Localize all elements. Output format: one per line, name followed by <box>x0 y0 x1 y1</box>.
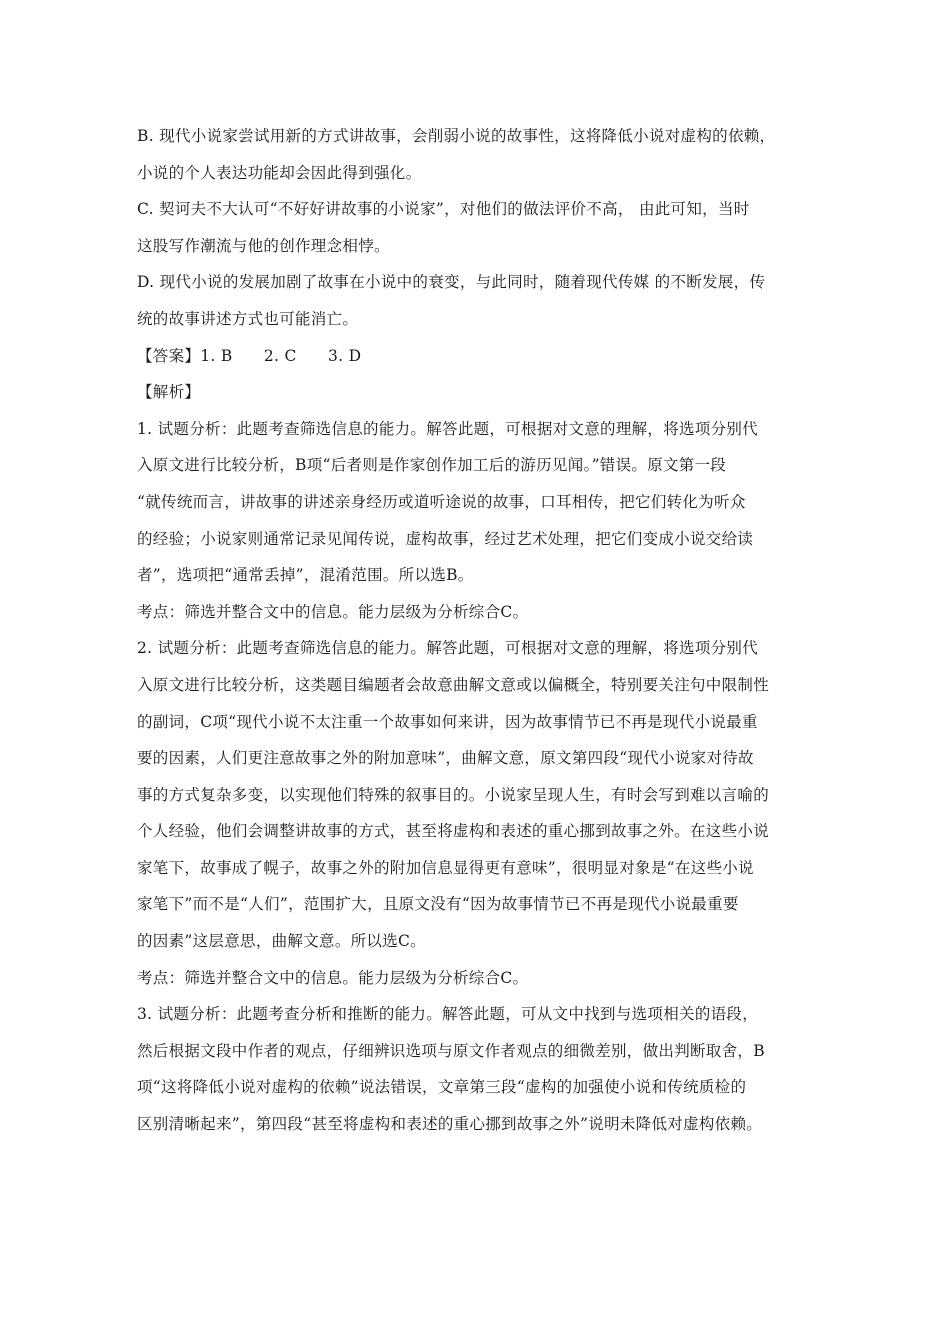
text-line: “就传统而言，讲故事的讲述亲身经历或道听途说的故事，口耳相传，把它们转化为听众 <box>137 492 746 511</box>
text-line: 1. 试题分析：此题考查筛选信息的能力。解答此题，可根据对文意的理解，将选项分别代 <box>137 419 759 438</box>
text-line: 个人经验，他们会调整讲故事的方式，甚至将虚构和表述的重心挪到故事之外。在这些小说 <box>137 822 770 841</box>
text-line: 的经验；小说家则通常记录见闻传说，虚构故事，经过艺术处理，把它们变成小说交给读 <box>137 529 754 548</box>
text-line: 的因素”这层意思，曲解文意。所以选C。 <box>137 932 426 951</box>
text-line: 统的故事讲述方式也可能消亡。 <box>137 309 359 328</box>
text-line: 区别清晰起来”，第四段“甚至将虚构和表述的重心挪到故事之外”说明未降低对虚构依赖。 <box>137 1115 763 1134</box>
text-line: D. 现代小说的发展加剧了故事在小说中的衰变，与此同时，随着现代传媒 的不断发展，传 <box>137 273 766 292</box>
text-line: 的副词，C项“现代小说不太注重一个故事如何来讲，因为故事情节已不再是现代小说最重 <box>137 712 758 731</box>
text-line: 考点：筛选并整合文中的信息。能力层级为分析综合C。 <box>137 968 529 987</box>
text-line: 入原文进行比较分析，这类题目编题者会故意曲解文意或以偏概全，特别要关注句中限制性 <box>137 675 770 694</box>
text-line: 这股写作潮流与他的创作理念相悖。 <box>137 236 390 255</box>
text-line: 小说的个人表达功能却会因此得到强化。 <box>137 163 422 182</box>
analysis-heading: 【解析】 <box>137 383 201 402</box>
text-line: 入原文进行比较分析，B项“后者则是作家创作加工后的游历见闻。”错误。原文第一段 <box>137 456 727 475</box>
text-line: 者”，选项把“通常丢掉”，混淆范围。所以选B。 <box>137 566 474 585</box>
text-line: 3. 试题分析：此题考查分析和推断的能力。解答此题，可从文中找到与选项相关的语段， <box>137 1005 759 1024</box>
text-line: 家笔下”而不是“人们”，范围扩大，且原文没有“因为故事情节已不再是现代小说最重要 <box>137 895 739 914</box>
text-line: 然后根据文段中作者的观点，仔细辨识选项与原文作者观点的细微差别，做出判断取舍，B <box>137 1041 765 1060</box>
text-line: C. 契诃夫不大认可“不好好讲故事的小说家”，对他们的做法评价不高， 由此可知，当时 <box>137 200 750 219</box>
document-body <box>137 121 827 1146</box>
text-line: 2. 试题分析：此题考查筛选信息的能力。解答此题，可根据对文意的理解，将选项分别代 <box>137 639 759 658</box>
text-line: 要的因素，人们更注意故事之外的附加意味”，曲解文意，原文第四段“现代小说家对待故 <box>137 749 754 768</box>
text-line: 考点：筛选并整合文中的信息。能力层级为分析综合C。 <box>137 602 529 621</box>
answer-line: 【答案】1. B 2. C 3. D <box>137 346 362 365</box>
text-line: B. 现代小说家尝试用新的方式讲故事，会削弱小说的故事性，这将降低小说对虚构的依赖， <box>137 127 776 145</box>
text-line: 项“这将降低小说对虚构的依赖”说法错误，文章第三段“虚构的加强使小说和传统质检的 <box>137 1078 747 1097</box>
text-line: 事的方式复杂多变，以实现他们特殊的叙事目的。小说家呈现人生，有时会写到难以言喻的 <box>137 785 770 804</box>
text-line: 家笔下，故事成了幌子，故事之外的附加信息显得更有意味”，很明显对象是“在这些小说 <box>137 858 754 877</box>
